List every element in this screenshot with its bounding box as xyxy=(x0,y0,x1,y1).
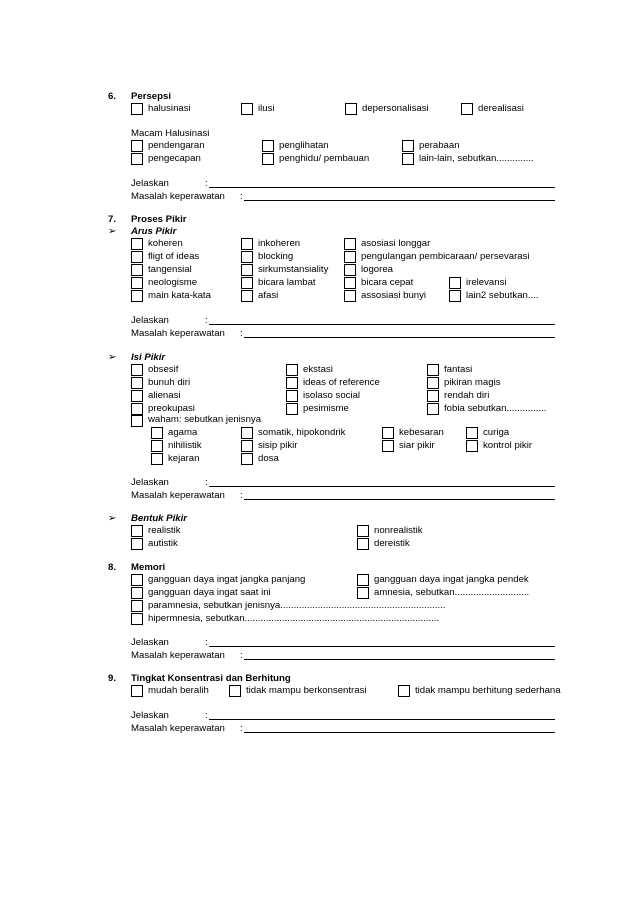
label-pengulangan: pengulangan pembicaraan/ persevarasi xyxy=(361,251,530,262)
checkbox-ideas-of-reference[interactable] xyxy=(286,377,298,389)
jelaskan-label: Jelaskan xyxy=(131,315,169,326)
colon: : xyxy=(205,477,208,488)
colon: : xyxy=(240,650,243,661)
checkbox-somatik[interactable] xyxy=(241,427,253,439)
label-halusinasi: halusinasi xyxy=(148,103,191,114)
label-sisip-pikir: sisip pikir xyxy=(258,440,298,451)
jelaskan-label: Jelaskan xyxy=(131,477,169,488)
checkbox-fligt-of-ideas[interactable] xyxy=(131,251,143,263)
label-afasi: afasi xyxy=(258,290,279,301)
bullet-arrow-icon: ➢ xyxy=(108,352,117,363)
section-7-title: Proses Pikir xyxy=(131,214,187,225)
label-siar-pikir: siar pikir xyxy=(399,440,435,451)
masalah-keperawatan-field[interactable] xyxy=(244,659,555,660)
checkbox-amnesia[interactable] xyxy=(357,587,369,599)
masalah-keperawatan-field[interactable] xyxy=(244,732,555,733)
section-8-title: Memori xyxy=(131,562,166,573)
jelaskan-label: Jelaskan xyxy=(131,178,169,189)
label-paramnesia: paramnesia, sebutkan jenisnya.............................................................. xyxy=(148,600,446,611)
section-9-title: Tingkat Konsentrasi dan Berhitung xyxy=(131,673,291,684)
masalah-keperawatan-label: Masalah keperawatan xyxy=(131,328,225,339)
colon: : xyxy=(205,710,208,721)
colon: : xyxy=(205,637,208,648)
label-alienasi: alienasi xyxy=(148,390,181,401)
checkbox-alienasi[interactable] xyxy=(131,390,143,402)
checkbox-sisip-pikir[interactable] xyxy=(241,440,253,452)
label-sirkumstansiality: sirkumstansiality xyxy=(258,264,329,275)
label-nihilistik: nihilistik xyxy=(168,440,202,451)
label-neologisme: neologisme xyxy=(148,277,198,288)
checkbox-preokupasi[interactable] xyxy=(131,403,143,415)
arus-pikir-heading: Arus Pikir xyxy=(131,226,177,237)
checkbox-main-kata-kata[interactable] xyxy=(131,290,143,302)
label-fantasi: fantasi xyxy=(444,364,473,375)
checkbox-assosiasi-bunyi[interactable] xyxy=(344,290,356,302)
label-lain2: lain2 sebutkan.... xyxy=(466,290,539,301)
checkbox-ingat-jangka-pendek[interactable] xyxy=(357,574,369,586)
jelaskan-field[interactable] xyxy=(209,646,555,647)
label-pengecapan: pengecapan xyxy=(148,153,201,164)
label-hipermnesia: hipermnesia, sebutkan......................................................................... xyxy=(148,613,440,624)
label-mudah-beralih: mudah beralih xyxy=(148,685,209,696)
checkbox-dosa[interactable] xyxy=(241,453,253,465)
checkbox-ingat-saat-ini[interactable] xyxy=(131,587,143,599)
checkbox-koheren[interactable] xyxy=(131,238,143,250)
checkbox-fantasi[interactable] xyxy=(427,364,439,376)
label-amnesia: amnesia, sebutkan............................ xyxy=(374,587,530,598)
masalah-keperawatan-label: Masalah keperawatan xyxy=(131,650,225,661)
checkbox-rendah-diri[interactable] xyxy=(427,390,439,402)
label-ingat-jangka-pendek: gangguan daya ingat jangka pendek xyxy=(374,574,529,585)
checkbox-kontrol-pikir[interactable] xyxy=(466,440,478,452)
label-assosiasi-bunyi: assosiasi bunyi xyxy=(361,290,427,301)
label-irelevansi: irelevansi xyxy=(466,277,507,288)
checkbox-bicara-cepat[interactable] xyxy=(344,277,356,289)
checkbox-pikiran-magis[interactable] xyxy=(427,377,439,389)
label-ingat-jangka-panjang: gangguan daya ingat jangka panjang xyxy=(148,574,306,585)
label-ideas-of-reference: ideas of reference xyxy=(303,377,380,388)
checkbox-irelevansi[interactable] xyxy=(449,277,461,289)
bentuk-pikir-heading: Bentuk Pikir xyxy=(131,513,187,524)
checkbox-pesimisme[interactable] xyxy=(286,403,298,415)
masalah-keperawatan-label: Masalah keperawatan xyxy=(131,490,225,501)
masalah-keperawatan-field[interactable] xyxy=(244,200,555,201)
section-6-title: Persepsi xyxy=(131,91,172,102)
section-6-number: 6. xyxy=(108,91,117,102)
label-perabaan: perabaan xyxy=(419,140,460,151)
colon: : xyxy=(205,315,208,326)
checkbox-lain2[interactable] xyxy=(449,290,461,302)
jelaskan-field[interactable] xyxy=(209,719,555,720)
checkbox-blocking[interactable] xyxy=(241,251,253,263)
jelaskan-label: Jelaskan xyxy=(131,710,169,721)
label-tidak-mampu-berhitung: tidak mampu berhitung sederhana xyxy=(415,685,561,696)
label-kontrol-pikir: kontrol pikir xyxy=(483,440,533,451)
jelaskan-field[interactable] xyxy=(209,187,555,188)
label-obsesif: obsesif xyxy=(148,364,179,375)
label-preokupasi: preokupasi xyxy=(148,403,195,414)
label-bicara-cepat: bicara cepat xyxy=(361,277,414,288)
label-fobia: fobia sebutkan............... xyxy=(444,403,547,414)
checkbox-paramnesia[interactable] xyxy=(131,600,143,612)
checkbox-derealisasi[interactable] xyxy=(461,103,473,115)
bullet-arrow-icon: ➢ xyxy=(108,226,117,237)
checkbox-ekstasi[interactable] xyxy=(286,364,298,376)
checkbox-tidak-mampu-berhitung[interactable] xyxy=(398,685,410,697)
label-dereistik: dereistik xyxy=(374,538,410,549)
label-koheren: koheren xyxy=(148,238,183,249)
label-logorea: logorea xyxy=(361,264,394,275)
checkbox-penghidu[interactable] xyxy=(262,153,274,165)
jelaskan-field[interactable] xyxy=(209,324,555,325)
checkbox-kebesaran[interactable] xyxy=(382,427,394,439)
checkbox-hipermnesia[interactable] xyxy=(131,613,143,625)
masalah-keperawatan-field[interactable] xyxy=(244,499,555,500)
label-main-kata-kata: main kata-kata xyxy=(148,290,211,301)
checkbox-mudah-beralih[interactable] xyxy=(131,685,143,697)
checkbox-nonrealistik[interactable] xyxy=(357,525,369,537)
label-lain-lain: lain-lain, sebutkan.............. xyxy=(419,153,534,164)
label-kejaran: kejaran xyxy=(168,453,200,464)
section-7-number: 7. xyxy=(108,214,117,225)
label-agama: agama xyxy=(168,427,198,438)
checkbox-nihilistik[interactable] xyxy=(151,440,163,452)
checkbox-fobia[interactable] xyxy=(427,403,439,415)
checkbox-afasi[interactable] xyxy=(241,290,253,302)
jelaskan-label: Jelaskan xyxy=(131,637,169,648)
checkbox-pengulangan[interactable] xyxy=(344,251,356,263)
isi-pikir-heading: Isi Pikir xyxy=(131,352,166,363)
label-inkoheren: inkoheren xyxy=(258,238,301,249)
checkbox-ingat-jangka-panjang[interactable] xyxy=(131,574,143,586)
label-somatik: somatik, hipokondrik xyxy=(258,427,346,438)
checkbox-penglihatan[interactable] xyxy=(262,140,274,152)
label-fligt-of-ideas: fligt of ideas xyxy=(148,251,200,262)
label-bunuh-diri: bunuh diri xyxy=(148,377,191,388)
label-pendengaran: pendengaran xyxy=(148,140,205,151)
checkbox-logorea[interactable] xyxy=(344,264,356,276)
macam-halusinasi-label: Macam Halusinasi xyxy=(131,128,210,139)
section-9-number: 9. xyxy=(108,673,117,684)
checkbox-pendengaran[interactable] xyxy=(131,140,143,152)
label-tangensial: tangensial xyxy=(148,264,192,275)
checkbox-isolaso-social[interactable] xyxy=(286,390,298,402)
label-penghidu: penghidu/ pembauan xyxy=(279,153,370,164)
masalah-keperawatan-label: Masalah keperawatan xyxy=(131,191,225,202)
label-tidak-mampu-berkonsentrasi: tidak mampu berkonsentrasi xyxy=(246,685,367,696)
checkbox-pengecapan[interactable] xyxy=(131,153,143,165)
colon: : xyxy=(240,191,243,202)
label-derealisasi: derealisasi xyxy=(478,103,524,114)
label-ingat-saat-ini: gangguan daya ingat saat ini xyxy=(148,587,271,598)
checkbox-dereistik[interactable] xyxy=(357,538,369,550)
label-autistik: autistik xyxy=(148,538,178,549)
checkbox-depersonalisasi[interactable] xyxy=(345,103,357,115)
checkbox-ilusi[interactable] xyxy=(241,103,253,115)
checkbox-lain-lain[interactable] xyxy=(402,153,414,165)
label-nonrealistik: nonrealistik xyxy=(374,525,423,536)
label-dosa: dosa xyxy=(258,453,279,464)
section-8-number: 8. xyxy=(108,562,117,573)
checkbox-siar-pikir[interactable] xyxy=(382,440,394,452)
checkbox-tidak-mampu-berkonsentrasi[interactable] xyxy=(229,685,241,697)
checkbox-waham[interactable] xyxy=(131,415,143,427)
label-penglihatan: penglihatan xyxy=(279,140,329,151)
checkbox-neologisme[interactable] xyxy=(131,277,143,289)
jelaskan-field[interactable] xyxy=(209,486,555,487)
checkbox-autistik[interactable] xyxy=(131,538,143,550)
checkbox-perabaan[interactable] xyxy=(402,140,414,152)
colon: : xyxy=(240,723,243,734)
checkbox-kejaran[interactable] xyxy=(151,453,163,465)
checkbox-tangensial[interactable] xyxy=(131,264,143,276)
label-waham: waham: sebutkan jenisnya xyxy=(148,414,262,425)
colon: : xyxy=(240,490,243,501)
masalah-keperawatan-field[interactable] xyxy=(244,337,555,338)
bullet-arrow-icon: ➢ xyxy=(108,513,117,524)
label-bicara-lambat: bicara lambat xyxy=(258,277,316,288)
checkbox-bicara-lambat[interactable] xyxy=(241,277,253,289)
checkbox-asosiasi-longgar[interactable] xyxy=(344,238,356,250)
label-pesimisme: pesimisme xyxy=(303,403,349,414)
label-depersonalisasi: depersonalisasi xyxy=(362,103,429,114)
checkbox-realistik[interactable] xyxy=(131,525,143,537)
label-asosiasi-longgar: asosiasi longgar xyxy=(361,238,431,249)
label-pikiran-magis: pikiran magis xyxy=(444,377,501,388)
label-curiga: curiga xyxy=(483,427,510,438)
colon: : xyxy=(240,328,243,339)
checkbox-obsesif[interactable] xyxy=(131,364,143,376)
checkbox-inkoheren[interactable] xyxy=(241,238,253,250)
label-kebesaran: kebesaran xyxy=(399,427,444,438)
label-ekstasi: ekstasi xyxy=(303,364,333,375)
label-ilusi: ilusi xyxy=(258,103,275,114)
checkbox-halusinasi[interactable] xyxy=(131,103,143,115)
label-blocking: blocking xyxy=(258,251,294,262)
label-isolaso-social: isolaso social xyxy=(303,390,361,401)
label-rendah-diri: rendah diri xyxy=(444,390,490,401)
checkbox-bunuh-diri[interactable] xyxy=(131,377,143,389)
checkbox-sirkumstansiality[interactable] xyxy=(241,264,253,276)
colon: : xyxy=(205,178,208,189)
masalah-keperawatan-label: Masalah keperawatan xyxy=(131,723,225,734)
label-realistik: realistik xyxy=(148,525,181,536)
checkbox-agama[interactable] xyxy=(151,427,163,439)
checkbox-curiga[interactable] xyxy=(466,427,478,439)
